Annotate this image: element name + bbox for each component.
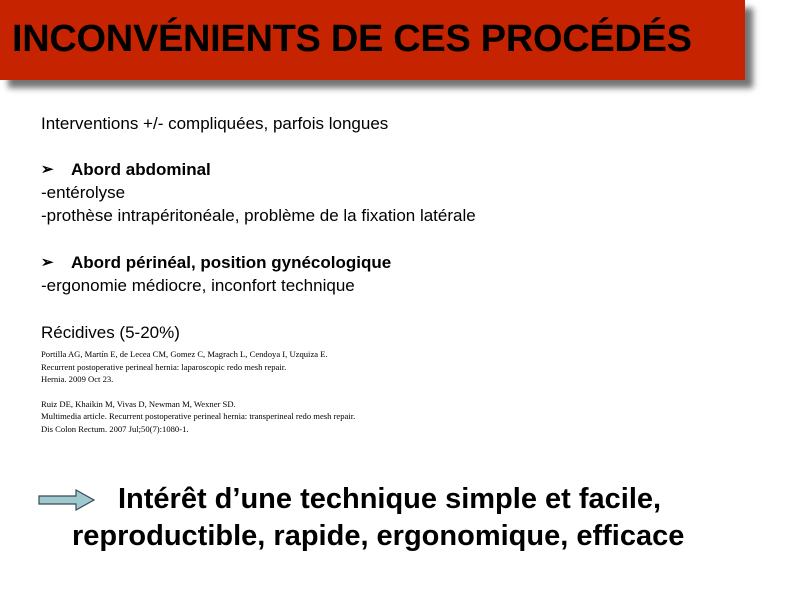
section-heading-text: Abord périnéal, position gynécologique [71,253,392,272]
recidives-text: Récidives (5-20%) [41,323,180,342]
slide-body [41,112,761,447]
reference-source: Hernia. 2009 Oct 23. [41,374,114,384]
intro-text: Interventions +/- compliquées, parfois longues [41,114,389,133]
reference-authors: Portilla AG, Martín E, de Lecea CM, Gomez C, Magrach L, Cendoya I, Uzquiza E. [41,349,328,359]
section-abdominal [41,158,761,227]
arrowhead-bullet-icon: ➢ [41,161,54,178]
right-arrow-icon [38,488,96,512]
list-item: -prothèse intrapéritonéale, problème de la fixation latérale [41,206,476,225]
arrowhead-bullet-icon: ➢ [41,254,54,271]
section-heading-text: Abord abdominal [71,160,211,179]
conclusion-line-2: reproductible, rapide, ergonomique, efficace [72,520,685,552]
reference-authors: Ruiz DE, Khaikin M, Vivas D, Newman M, Wexner SD. [41,398,236,409]
reference-title: Recurrent postoperative perineal hernia: laparoscopic redo mesh repair. [41,361,287,372]
section-heading [41,158,761,181]
conclusion-line-1: Intérêt d’une technique simple et facile, [118,483,662,515]
list-item: -ergonomie médiocre, inconfort technique [41,276,355,295]
reference-source: Dis Colon Rectum. 2007 Jul;50(7):1080-1. [41,423,189,434]
references [41,348,761,435]
slide-title: INCONVÉNIENTS DE CES PROCÉDÉS [12,18,692,60]
reference-item [41,348,761,386]
section-heading [41,251,761,274]
title-banner [0,0,745,80]
section-perineal [41,251,761,297]
list-item: -entérolyse [41,183,126,202]
reference-title: Multimedia article. Recurrent postoperative perineal hernia: transperineal redo mesh repair. [41,411,356,421]
reference-item [41,398,761,436]
